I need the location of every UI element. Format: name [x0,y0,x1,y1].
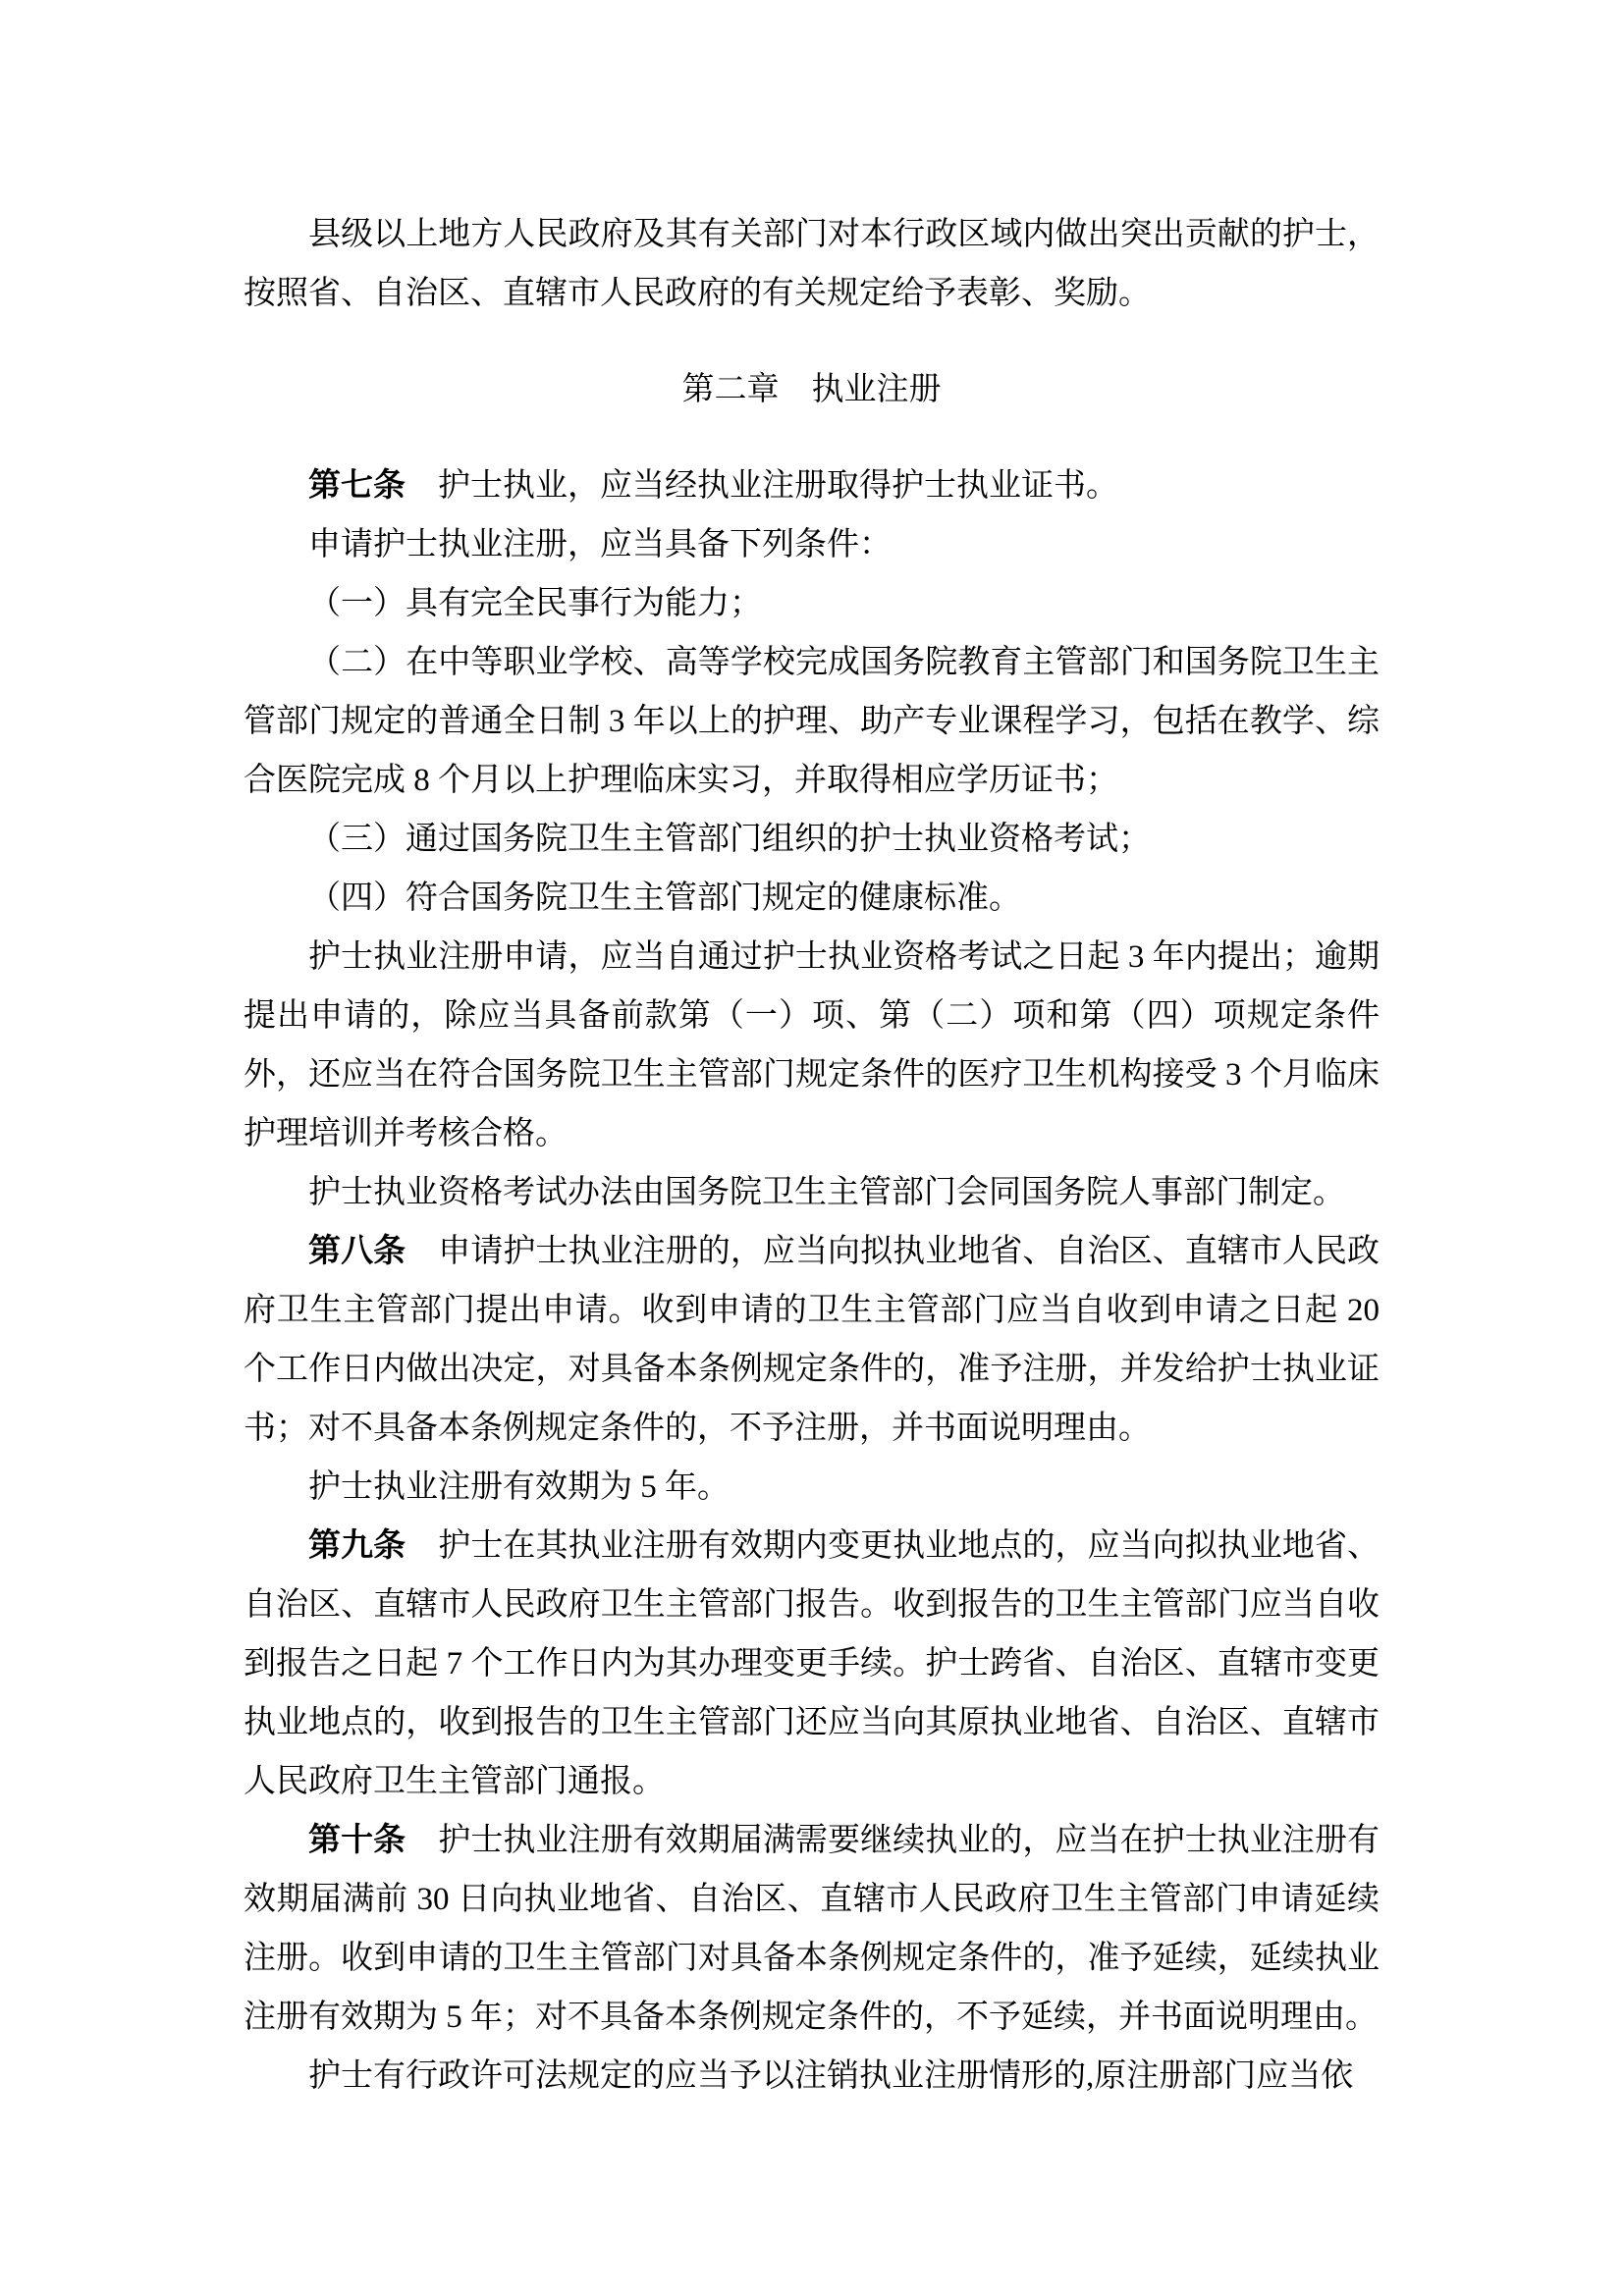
paragraph-text: 护士执业注册有效期届满需要继续执业的，应当在护士执业注册有效期届满前 30 日向执业地省、自治区、直辖市人民政府卫生主管部门申请延续注册。收到申请的卫生主管部门对具备本条例规定条件的，准予延续，延续执业注册有效期为 5 年；对不具备本条例规定条件的，不予延续，并书面说明理由。 [244,1823,1380,2035]
article-label: 第十条 [308,1823,406,1858]
paragraph-text: 护士在其执业注册有效期内变更执业地点的，应当向拟执业地省、自治区、直辖市人民政府卫生主管部门报告。收到报告的卫生主管部门应当自收到报告之日起 7 个工作日内为其办理变更手续。护士跨省、自治区、直辖市变更执业地点的，收到报告的卫生主管部门还应当向其原执业地省、自治区、直辖市人民政府卫生主管部门通报。 [244,1528,1380,1799]
paragraph-text: 护士执业注册有效期为 5 年。 [308,1469,730,1505]
paragraph-item-1 [244,574,1380,633]
paragraph [244,2047,1380,2106]
paragraph-text: 护士有行政许可法规定的应当予以注销执业注册情形的,原注册部门应当依 [308,2058,1354,2094]
paragraph-text: （三）通过国务院卫生主管部门组织的护士执业资格考试； [308,822,1151,857]
paragraph-article-7 [244,456,1380,515]
chapter-heading: 第二章 执业注册 [681,372,942,407]
paragraph [244,515,1380,574]
paragraph-article-8 [244,1222,1380,1458]
paragraph [244,1458,1380,1517]
article-label: 第八条 [308,1234,406,1269]
paragraph-text: （四）符合国务院卫生主管部门规定的健康标准。 [308,881,1021,916]
paragraph-text: 护士执业，应当经执业注册取得护士执业证书。 [406,468,1118,504]
article-label: 第七条 [308,468,406,504]
paragraph-article-9 [244,1517,1380,1811]
paragraph-text: （一）具有完全民事行为能力； [308,586,762,621]
paragraph [244,928,1380,1163]
paragraph [244,1163,1380,1222]
paragraph-item-3 [244,810,1380,869]
paragraph-text: 护士执业注册申请，应当自通过护士执业资格考试之日起 3 年内提出；逾期提出申请的，除应当具备前款第（一）项、第（二）项和第（四）项规定条件外，还应当在符合国务院卫生主管部门规定条件的医疗卫生机构接受 3 个月临床护理培训并考核合格。 [244,939,1380,1151]
paragraph-text: 县级以上地方人民政府及其有关部门对本行政区域内做出突出贡献的护士，按照省、自治区、直辖市人民政府的有关规定给予表彰、奖励。 [244,217,1380,311]
paragraph-item-2 [244,633,1380,810]
paragraph-item-4 [244,869,1380,928]
document-body [244,205,1380,2106]
paragraph-text: （二）在中等职业学校、高等学校完成国务院教育主管部门和国务院卫生主管部门规定的普通全日制 3 年以上的护理、助产专业课程学习，包括在教学、综合医院完成 8 个月以上护理临床实习，并取得相应学历证书； [244,645,1380,798]
article-label: 第九条 [308,1528,406,1564]
intro-paragraph [244,205,1380,323]
paragraph-text: 申请护士执业注册，应当具备下列条件： [308,527,892,562]
paragraph-text: 护士执业资格考试办法由国务院卫生主管部门会同国务院人事部门制定。 [308,1175,1345,1210]
paragraph-text: 申请护士执业注册的，应当向拟执业地省、自治区、直辖市人民政府卫生主管部门提出申请。收到申请的卫生主管部门应当自收到申请之日起 20 个工作日内做出决定，对具备本条例规定条件的，准予注册，并发给护士执业证书；对不具备本条例规定条件的，不予注册，并书面说明理由。 [244,1234,1380,1446]
paragraph-article-10 [244,1811,1380,2047]
